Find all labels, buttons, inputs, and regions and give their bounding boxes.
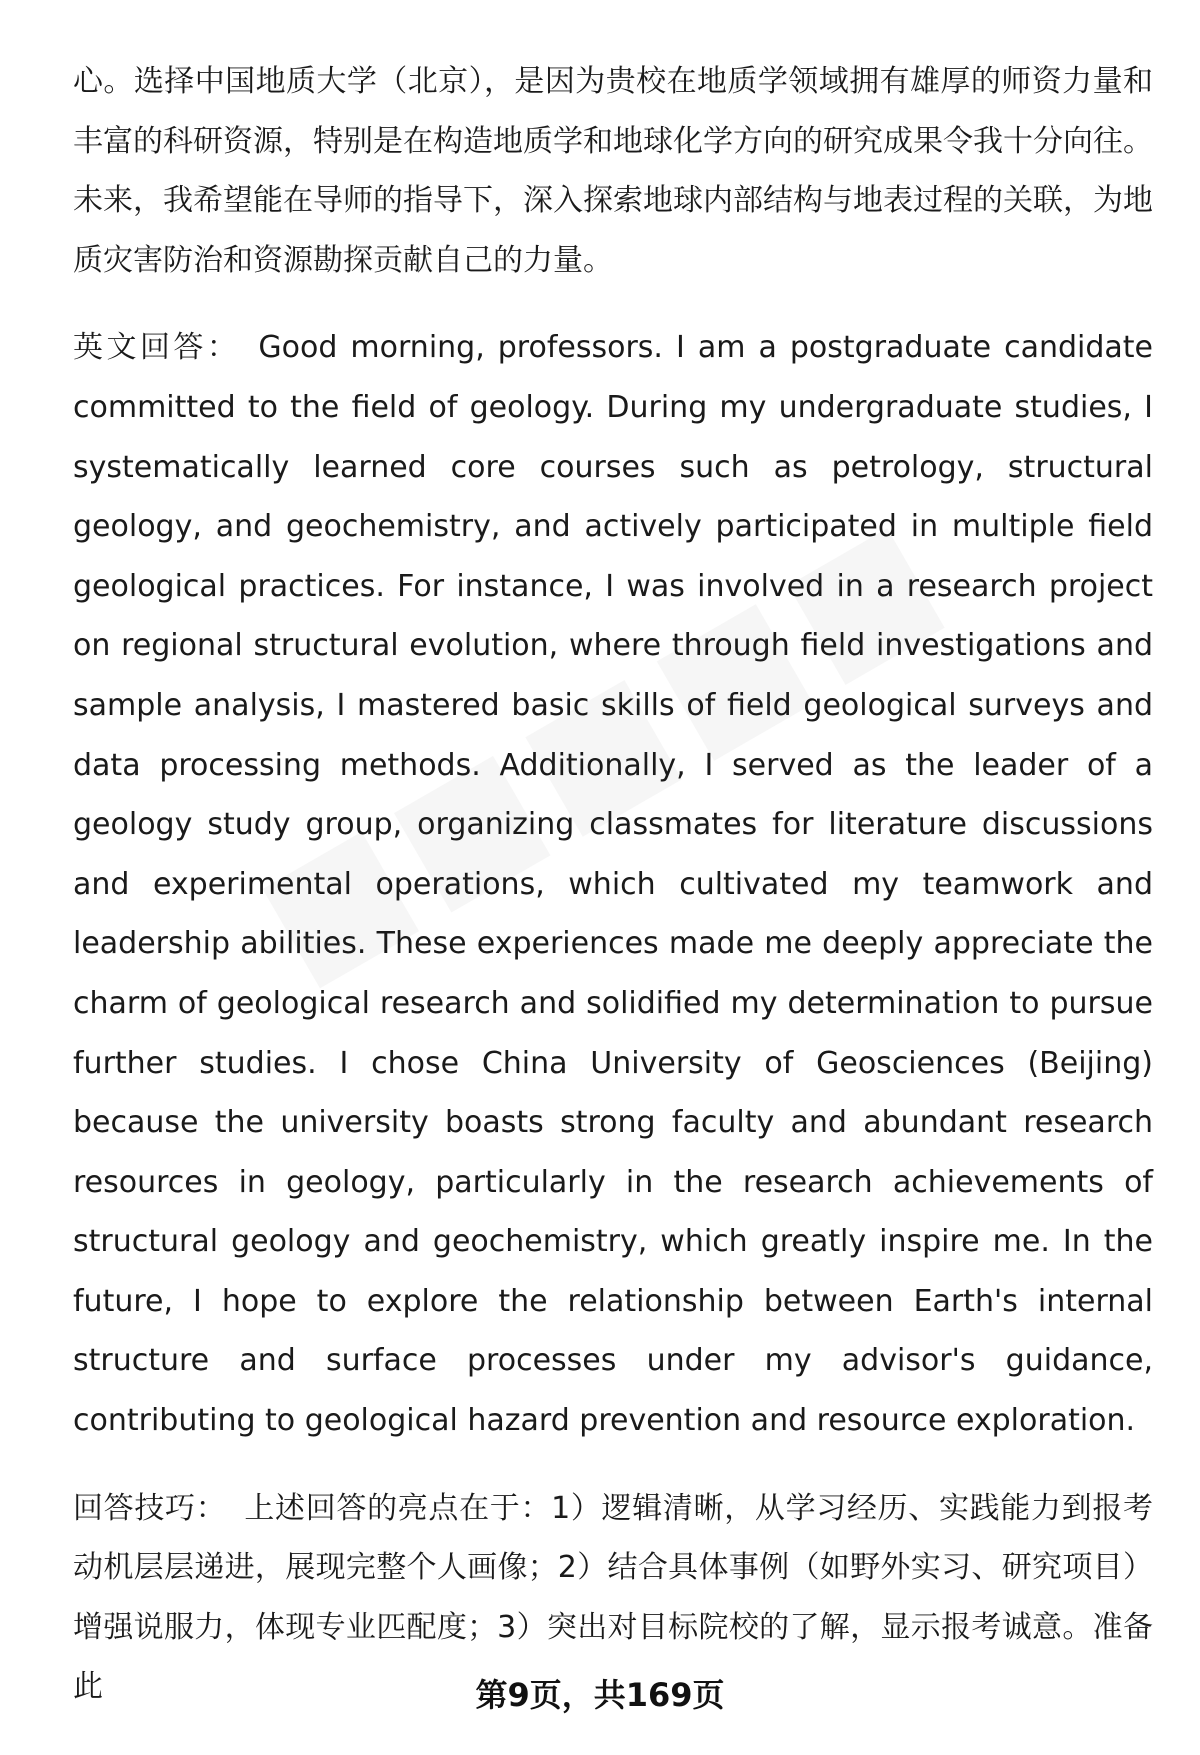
answer-tips-label: 回答技巧： [73, 1490, 227, 1526]
page-number-footer: 第9页，共169页 [475, 1676, 725, 1714]
answer-tips-text: 上述回答的亮点在于：1）逻辑清晰，从学习经历、实践能力到报考动机层层递进，展现完整个人画像；2）结合具体事例（如野外实习、研究项目）增强说服力，体现专业匹配度；3）突出对目标院校的了解，显示报考诚意。准备此 [73, 1490, 1153, 1705]
paragraph-gap [73, 290, 1153, 318]
english-answer-label: 英文回答： [73, 330, 241, 366]
english-answer-paragraph [73, 318, 1153, 1450]
paragraph-gap [73, 1451, 1153, 1479]
chinese-answer-continuation: 心。选择中国地质大学（北京），是因为贵校在地质学领域拥有雄厚的师资力量和丰富的科研资源，特别是在构造地质学和地球化学方向的研究成果令我十分向往。未来，我希望能在导师的指导下，深入探索地球内部结构与地表过程的关联，为地质灾害防治和资源勘探贡献自己的力量。 [73, 64, 1153, 278]
document-body [73, 52, 1153, 1717]
english-answer-text: Good morning, professors. I am a postgraduate candidate committed to the field of geology. During my undergraduate studies, I systematically learned core courses such as petrology, structural geology, and geochemistry, and actively participated in multiple field geological practices. For instance, I was involved in a research project on regional structural evolution, where through field investigations and sample analysis, I mastered basic skills of field geological surveys and data processing methods. Additionally, I served as the leader of a geology study group, organizing classmates for literature discussions and experimental operations, which cultivated my teamwork and leadership abilities. These experiences made me deeply appreciate the charm of geological research and solidified my determination to pursue further studies. I chose China University of Geosciences (Beijing) because the university boasts strong faculty and abundant research resources in geology, particularly in the research achievements of structural geology and geochemistry, which greatly inspire me. In the future, I hope to explore the relationship between Earth's internal structure and surface processes under my advisor's guidance, contributing to geological hazard prevention and resource exploration. [73, 330, 1154, 1439]
